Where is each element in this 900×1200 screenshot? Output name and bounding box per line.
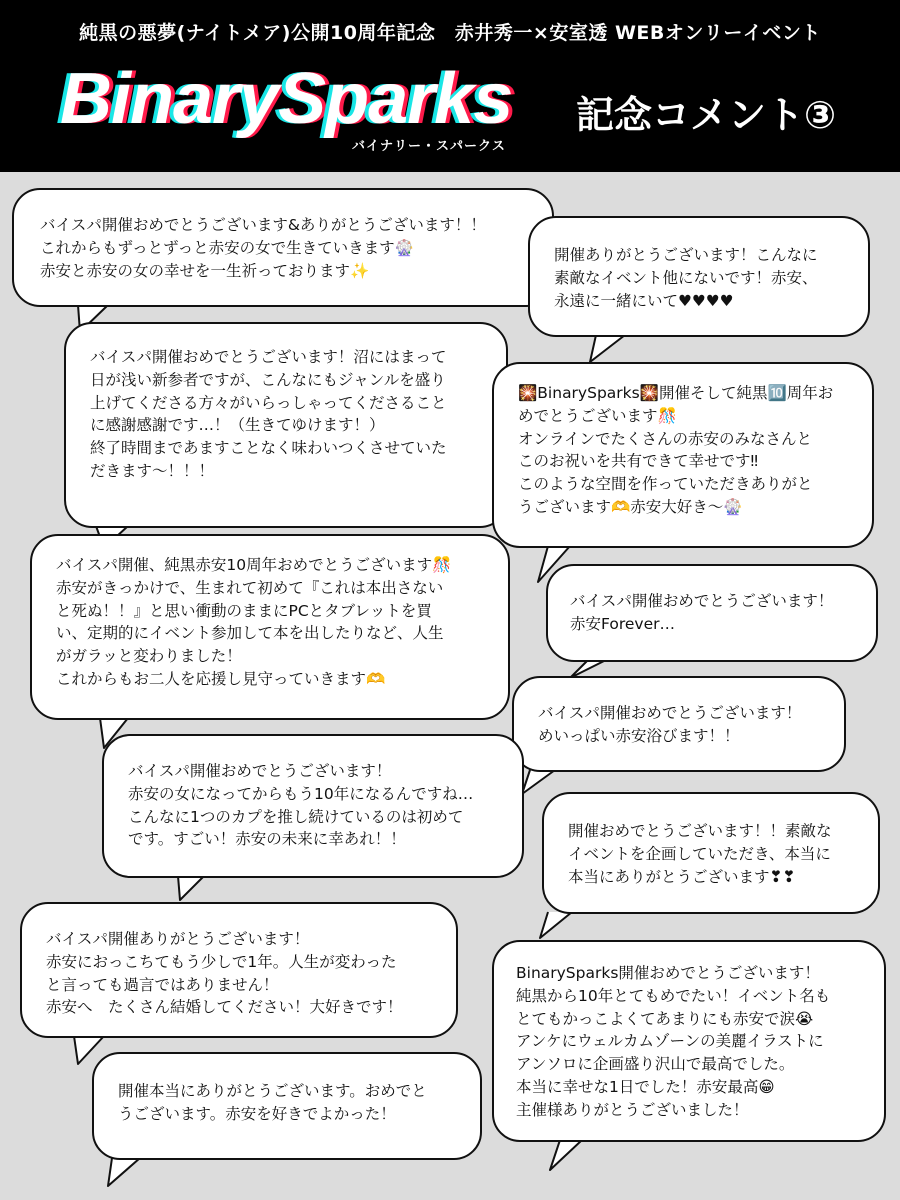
comment-bubble: バイスパ開催、純黒赤安10周年おめでとうございます🎊 赤安がきっかけで、生まれて初めて『これは本出さない と死ぬ！！』と思い衝動のままにPCとタブレットを買 い、定期的にイベント参加して本を出したりなど、人生 がガラッと変わりました！ これからもお二人を応援し見守っていきます🫶 <box>30 534 510 720</box>
comment-bubble: 開催本当にありがとうございます。おめでと うございます。赤安を好きでよかった！ <box>92 1052 482 1160</box>
tail-12 <box>108 1158 140 1186</box>
comment-bubble: バイスパ開催おめでとうございます！ 赤安の女になってからもう10年になるんですね… こんなに1つのカプを推し続けているのは初めて です。すごい！赤安の未来に幸あれ！！ <box>102 734 524 878</box>
tail-8 <box>178 876 204 900</box>
tail-7 <box>522 770 555 794</box>
comment-bubble: バイスパ開催おめでとうございます！ めいっぱい赤安浴びます！！ <box>512 676 846 772</box>
comment-bubble: バイスパ開催おめでとうございます&ありがとうございます！！ これからもずっとずっと赤安の女で生きていきます🎡 赤安と赤安の女の幸せを一生祈っております✨ <box>12 188 554 307</box>
comment-bubble: バイスパ開催おめでとうございます！沼にはまって 日が浅い新参者ですが、こんなにもジャンルを盛り 上げてくださる方々がいらっしゃってくださること に感謝感謝です…！（生きてゆけます！） 終了時間まであますことなく味わいつくさせていた だきます〜！！！ <box>64 322 508 528</box>
logo-subtitle: バイナリー・スパークス <box>352 139 506 154</box>
event-title: 純黒の悪夢(ナイトメア)公開10周年記念 赤井秀一×安室透 WEBオンリーイベント <box>79 22 821 44</box>
event-logo: BinarySparks <box>60 59 513 139</box>
tail-9 <box>540 912 572 938</box>
comment-bubble: バイスパ開催ありがとうございます！ 赤安におっこちてもう少しで1年。人生が変わった と言っても過言ではありません！ 赤安へ たくさん結婚してください！大好きです！ <box>20 902 458 1038</box>
comment-bubble: BinarySparks開催おめでとうございます！ 純黒から10年とてもめでたい！イベント名も とてもかっこよくてあまりにも赤安で涙😭 アンケにウェルカムゾーンの美麗イラストに アンソロに企画盛り沢山で最高でした。 本当に幸せな1日でした！赤安最高😁 主催様ありがとうございました！ <box>492 940 886 1142</box>
page-title: 記念コメント③ <box>576 93 837 137</box>
tail-11 <box>550 1140 582 1170</box>
comment-bubble: 開催ありがとうございます！こんなに 素敵なイベント他にないです！赤安、 永遠に一緒にいて♥♥♥♥ <box>528 216 870 337</box>
comment-bubble: バイスパ開催おめでとうございます！ 赤安Forever… <box>546 564 878 662</box>
comment-bubble: 🎇BinarySparks🎇開催そして純黒🔟周年お めでとうございます🎊 オンラインでたくさんの赤安のみなさんと このお祝いを共有できて幸せです‼ このような空間を作っていただきありがと うございます🫶赤安大好き〜🎡 <box>492 362 874 548</box>
comment-bubble: 開催おめでとうございます！！素敵な イベントを企画していただき、本当に 本当にありがとうございます❣❣ <box>542 792 880 914</box>
tail-2 <box>590 335 625 362</box>
